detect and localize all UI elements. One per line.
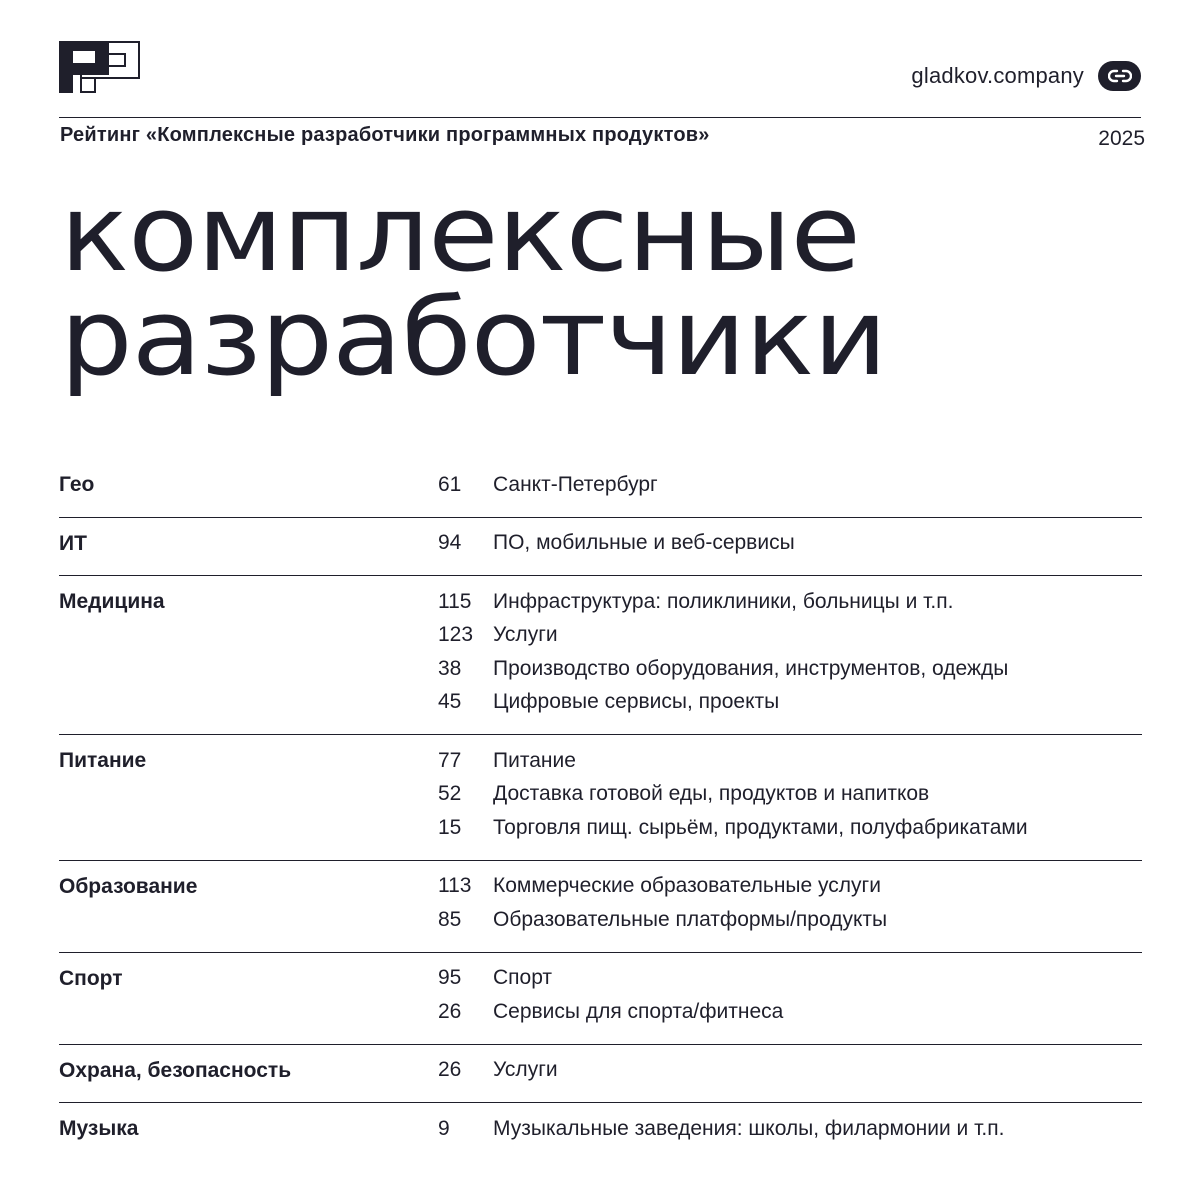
rank-number: 15 bbox=[438, 815, 462, 839]
rank-description: Сервисы для спорта/фитнеса bbox=[493, 999, 784, 1023]
link-icon[interactable] bbox=[1098, 61, 1141, 91]
rank-description: Производство оборудования, инструментов, одежды bbox=[493, 656, 1009, 680]
category-group bbox=[59, 518, 1142, 577]
table-row bbox=[432, 778, 1142, 812]
site-url[interactable]: gladkov.company bbox=[911, 63, 1084, 88]
ranking-table bbox=[59, 459, 1142, 1161]
rank-number: 77 bbox=[438, 748, 462, 772]
rank-description: ПО, мобильные и веб-сервисы bbox=[493, 531, 795, 555]
company-logo bbox=[59, 41, 141, 93]
rank-description: Питание bbox=[493, 748, 576, 772]
headline-line-2: разработчики bbox=[60, 276, 887, 399]
rank-description: Санкт-Петербург bbox=[493, 472, 658, 496]
rank-number: 113 bbox=[438, 874, 472, 898]
rank-number: 26 bbox=[438, 999, 462, 1023]
rank-number: 95 bbox=[438, 966, 462, 990]
rank-number: 26 bbox=[438, 1058, 462, 1082]
category-rows bbox=[432, 527, 1142, 561]
table-row bbox=[432, 585, 1142, 619]
category-group bbox=[59, 1045, 1142, 1104]
category-group bbox=[59, 459, 1142, 518]
rank-number: 85 bbox=[438, 907, 462, 931]
table-row bbox=[432, 1112, 1142, 1146]
table-row bbox=[432, 686, 1142, 720]
headline-line-1: комплексные bbox=[60, 172, 860, 295]
category-rows bbox=[432, 468, 1142, 502]
rank-description: Образовательные платформы/продукты bbox=[493, 907, 888, 931]
table-row bbox=[432, 619, 1142, 653]
rank-description: Спорт bbox=[493, 966, 553, 990]
rating-subtitle: Рейтинг «Комплексные разработчики программных продуктов» bbox=[60, 124, 710, 146]
page-headline bbox=[60, 172, 887, 399]
site-link[interactable] bbox=[911, 61, 1141, 91]
top-divider bbox=[59, 117, 1141, 118]
table-row bbox=[432, 527, 1142, 561]
category-label: Охрана, безопасность bbox=[59, 1058, 292, 1082]
rank-number: 45 bbox=[438, 690, 462, 714]
rank-description: Доставка готовой еды, продуктов и напитков bbox=[493, 782, 930, 806]
rank-number: 52 bbox=[438, 782, 462, 806]
table-row bbox=[432, 903, 1142, 937]
category-group bbox=[59, 861, 1142, 953]
category-rows bbox=[432, 1054, 1142, 1088]
category-rows bbox=[432, 585, 1142, 719]
rank-description: Музыкальные заведения: школы, филармонии и т.п. bbox=[493, 1116, 1005, 1140]
rank-number: 123 bbox=[438, 623, 474, 647]
category-group bbox=[59, 1103, 1142, 1161]
table-row bbox=[432, 652, 1142, 686]
category-label: Образование bbox=[59, 874, 198, 898]
table-row bbox=[432, 995, 1142, 1029]
table-row bbox=[432, 468, 1142, 502]
category-rows bbox=[432, 870, 1142, 937]
rank-description: Цифровые сервисы, проекты bbox=[493, 690, 780, 714]
category-label: Гео bbox=[59, 473, 95, 496]
rank-number: 9 bbox=[438, 1116, 450, 1140]
year-label: 2025 bbox=[1098, 127, 1145, 150]
rank-description: Торговля пищ. сырьём, продуктами, полуфабрикатами bbox=[493, 815, 1028, 839]
table-row bbox=[432, 811, 1142, 845]
category-rows bbox=[432, 962, 1142, 1029]
category-group bbox=[59, 576, 1142, 735]
category-label: Питание bbox=[59, 749, 147, 772]
rank-description: Услуги bbox=[493, 623, 558, 647]
category-group bbox=[59, 735, 1142, 861]
rank-description: Услуги bbox=[493, 1058, 558, 1082]
category-label: ИТ bbox=[59, 531, 87, 555]
table-row bbox=[432, 870, 1142, 904]
category-rows bbox=[432, 1112, 1142, 1146]
category-group bbox=[59, 953, 1142, 1045]
category-rows bbox=[432, 744, 1142, 845]
category-label: Спорт bbox=[59, 966, 123, 990]
table-row bbox=[432, 744, 1142, 778]
table-row bbox=[432, 1054, 1142, 1088]
rank-number: 61 bbox=[438, 472, 462, 496]
category-label: Медицина bbox=[59, 590, 165, 613]
table-row bbox=[432, 962, 1142, 996]
rank-number: 94 bbox=[438, 531, 462, 555]
rank-description: Инфраструктура: поликлиники, больницы и т.п. bbox=[493, 589, 954, 613]
rank-number: 38 bbox=[438, 656, 462, 680]
rank-description: Коммерческие образовательные услуги bbox=[493, 874, 881, 898]
rank-number: 115 bbox=[438, 589, 472, 613]
category-label: Музыка bbox=[59, 1117, 139, 1140]
